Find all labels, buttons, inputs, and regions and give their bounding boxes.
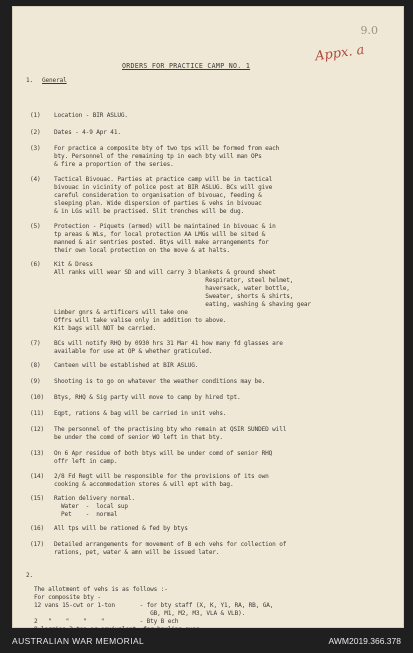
section-number-1: 1. xyxy=(26,77,34,84)
order-item-text: Eqpt, rations & bag will be carried in unit vehs. xyxy=(54,410,227,417)
order-item-number: (15) xyxy=(30,495,45,502)
order-item-text: Kit & Dress All ranks will wear SD and will carry 3 blankets & ground sheet Respirator, steel helmet, haversack, water bottle, Sweater, shorts & shirts, eating, washing & shaving gear Limber gnrs & artificers will take one Offrs will take valise only in addition to above. Kit bags will NOT be carried. xyxy=(54,261,311,332)
order-item-text: BCs will notify RHQ by 0930 hrs 31 Mar 41 how many fd glasses are available for use at OP & whether graticuled. xyxy=(54,340,283,355)
footer-source: AUSTRALIAN WAR MEMORIAL xyxy=(12,636,145,646)
order-item-text: The personnel of the practising bty who remain at QSIR SUNDED will be under the comd of senior WO left in that bty. xyxy=(54,426,287,441)
order-item-text: Tactical Bivouac. Parties at practice camp will be in tactical bivouac in vicinity of police post at BIR ASLUG. BCs will give careful consideration to organisation of bivouac, feeding & sleeping plan. Wide dispersion of parties & vehs in bivouac & in LGs will be practised. Slit trenches will be dug. xyxy=(54,176,273,215)
order-item-number: (10) xyxy=(30,394,45,401)
order-item-text: 2/8 Fd Regt will be responsible for the provisions of its own cooking & accommodation stores & will ept with bag. xyxy=(54,473,269,488)
order-item-text: Location - BIR ASLUG. xyxy=(54,112,128,119)
vehicle-allotment: The allotment of vehs is as follows :- For composite bty - 12 vans 15-cwt or 1-ton - for bty staff (X, K, Y1, RA, RB, GA, GB, M1, M2, M3, VLA & VLB). 2 " " " " - Bty B ech xyxy=(34,586,274,625)
order-item-text: Protection - Piquets (armed) will be maintained in bivouac & in tp areas & WLs, for local protection AA LMGs will be sited & manned & air sentries posted. Btys will make arrangements for their own local protection on the move & at halts. xyxy=(54,223,276,254)
general-heading: General xyxy=(42,77,67,84)
order-item-number: (1) xyxy=(30,112,41,119)
order-item-text: All tps will be rationed & fed by btys xyxy=(54,525,188,532)
appendix-annotation: Appx. a xyxy=(313,42,365,65)
document-page xyxy=(12,6,404,628)
archive-number-annotation: 9.0 xyxy=(360,24,378,37)
footer-accession-number: AWM2019.366.378 xyxy=(328,636,401,646)
order-item-text: Ration delivery normal. Water - local sup Pet - normal xyxy=(54,495,135,518)
order-item-number: (6) xyxy=(30,261,41,268)
order-item-text: Detailed arrangements for movement of B ech vehs for collection of rations, pet, water & amn will be issued later. xyxy=(54,541,287,556)
order-item-number: (16) xyxy=(30,525,45,532)
order-item-number: (13) xyxy=(30,450,45,457)
order-item-number: (12) xyxy=(30,426,45,433)
order-item-number: (7) xyxy=(30,340,41,347)
order-item-number: (11) xyxy=(30,410,45,417)
order-item-text: For practice a composite bty of two tps will be formed from each bty. Personnel of the remaining tp in each bty will man OPs & fire a proportion of the series. xyxy=(54,145,280,168)
order-item-number: (14) xyxy=(30,473,45,480)
order-item-text: Btys, RHQ & Sig party will move to camp by hired tpt. xyxy=(54,394,241,401)
order-item-number: (4) xyxy=(30,176,41,183)
order-item-number: (8) xyxy=(30,362,41,369)
footer-bar xyxy=(0,628,413,653)
order-item-text: Shooting is to go on whatever the weather conditions may be. xyxy=(54,378,266,385)
order-item-number: (3) xyxy=(30,145,41,152)
order-item-number: (5) xyxy=(30,223,41,230)
order-item-number: (17) xyxy=(30,541,45,548)
order-item-text: On 6 Apr residue of both btys will be under comd of senior RHQ offr left in camp. xyxy=(54,450,273,465)
order-item-number: (9) xyxy=(30,378,41,385)
page-title: ORDERS FOR PRACTICE CAMP NO. 1 xyxy=(122,62,251,70)
order-item-number: (2) xyxy=(30,129,41,136)
order-item-text: Dates - 4-9 Apr 41. xyxy=(54,129,121,136)
order-item-text: Canteen will be established at BIR ASLUG. xyxy=(54,362,199,369)
section-number-2: 2. xyxy=(26,572,34,579)
